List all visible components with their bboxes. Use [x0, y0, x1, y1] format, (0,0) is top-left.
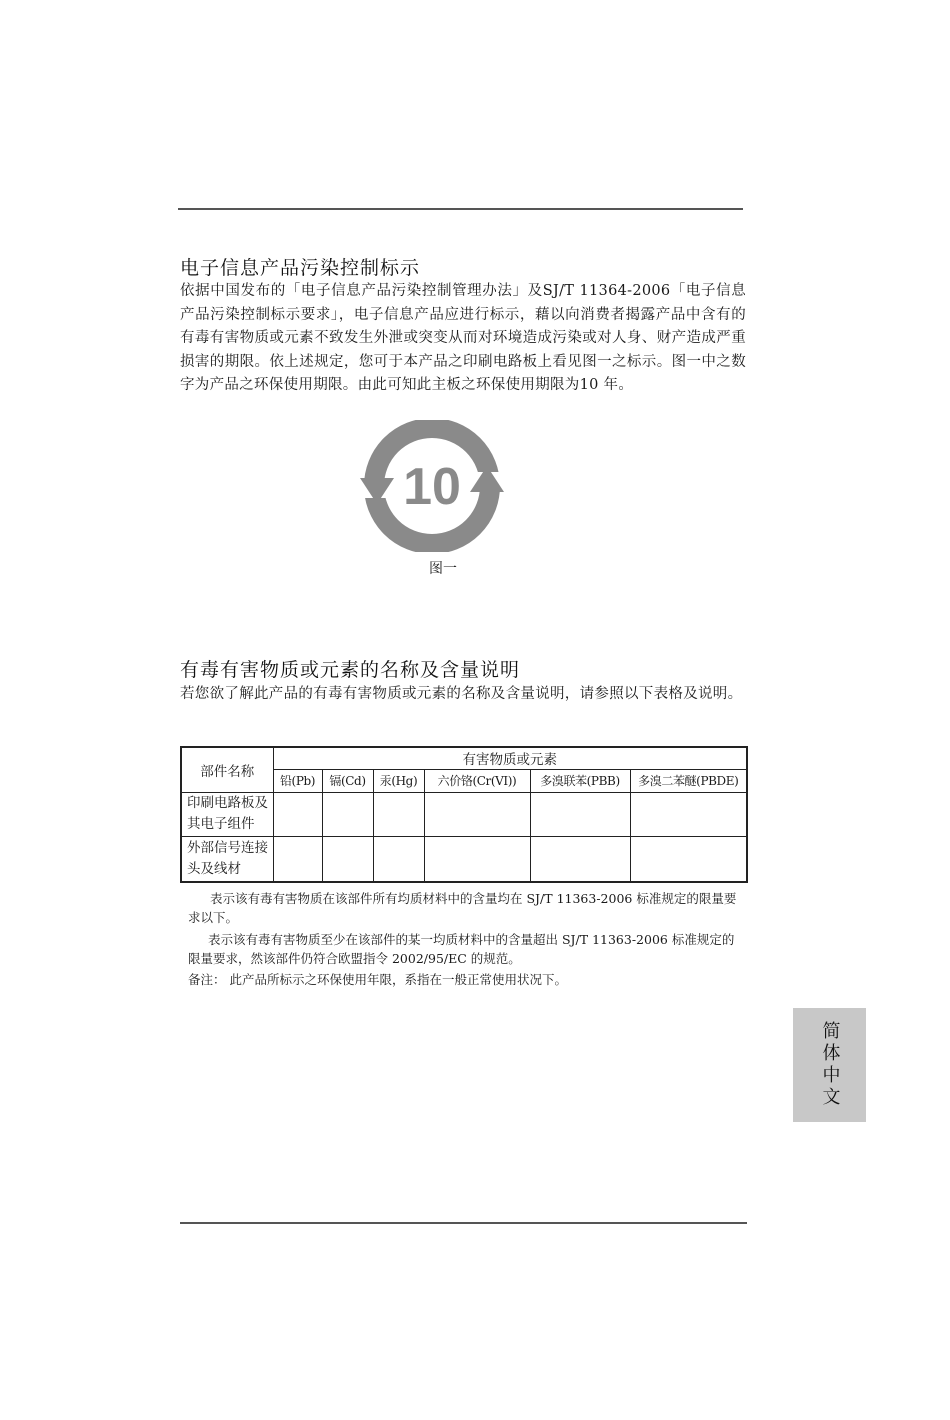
language-tab-label: 简体中文 — [819, 1021, 841, 1109]
language-side-tab — [793, 1008, 866, 1122]
table-cell — [424, 792, 530, 836]
remark-note — [188, 970, 746, 989]
row-label: 外部信号连接头及线材 — [181, 836, 273, 882]
substance-header: 汞(Hg) — [373, 769, 424, 792]
table-row — [181, 792, 747, 836]
section-title-hazardous-substances: 有毒有害物质或元素的名称及含量说明 — [180, 659, 521, 681]
substances-group-header: 有害物质或元素 — [273, 747, 747, 769]
table-cell — [530, 836, 630, 882]
section-body-hazardous-substances: 若您欲了解此产品的有毒有害物质或元素的名称及含量说明，请参照以下表格及说明。 — [180, 686, 743, 702]
substance-header: 多溴联苯(PBB) — [530, 769, 630, 792]
figure-caption: 图一 — [429, 561, 457, 577]
hazardous-substances-table — [180, 746, 748, 883]
table-cell — [373, 836, 424, 882]
section-body-pollution-control-mark: 依据中国发布的「电子信息产品污染控制管理办法」及SJ/T 11364-2006「电子信息产品污染控制标示要求」，电子信息产品应进行标示，藉以向消费者揭露产品中含有的有毒有害物质或元素不致发生外泄或突变从而对环境造成污染或对人身、财产造成严重损害的期限。依上述规定，您可于本产品之印刷电路板上看见图一之标示。图一中之数字为产品之环保使用期限。由此可知此主板之环保使用期限为10 年。 — [180, 283, 746, 393]
table-cell — [373, 792, 424, 836]
table-cell — [273, 836, 322, 882]
table-cell — [530, 792, 630, 836]
substance-header: 镉(Cd) — [322, 769, 373, 792]
logo-number: 10 — [403, 458, 461, 516]
table-cell — [322, 836, 373, 882]
part-name-header: 部件名称 — [181, 747, 273, 792]
substance-header: 六价铬(Cr(VI)) — [424, 769, 530, 792]
environment-protection-10-logo — [356, 420, 508, 552]
substance-header: 铅(Pb) — [273, 769, 322, 792]
row-label: 印刷电路板及其电子组件 — [181, 792, 273, 836]
table-cell — [273, 792, 322, 836]
table-row — [181, 836, 747, 882]
table-cell — [630, 792, 747, 836]
note-below-limit: 表示该有毒有害物质在该部件所有均质材料中的含量均在 SJ/T 11363-2006 标准规定的限量要求以下。 — [188, 891, 737, 925]
table-cell — [424, 836, 530, 882]
substance-header: 多溴二苯醚(PBDE) — [630, 769, 747, 792]
table-cell — [630, 836, 747, 882]
remark-label: 备注： — [188, 972, 226, 987]
remark-text: 此产品所标示之环保使用年限，系指在一般正常使用状况下。 — [225, 972, 567, 987]
section-title-pollution-control-mark: 电子信息产品污染控制标示 — [180, 257, 421, 279]
bottom-rule — [180, 1222, 747, 1224]
table-cell — [322, 792, 373, 836]
top-rule — [178, 208, 743, 210]
note-exceeds-limit: 表示该有毒有害物质至少在该部件的某一均质材料中的含量超出 SJ/T 11363-2006 标准规定的限量要求，然该部件仍符合欧盟指令 2002/95/EC 的规范。 — [188, 932, 735, 966]
